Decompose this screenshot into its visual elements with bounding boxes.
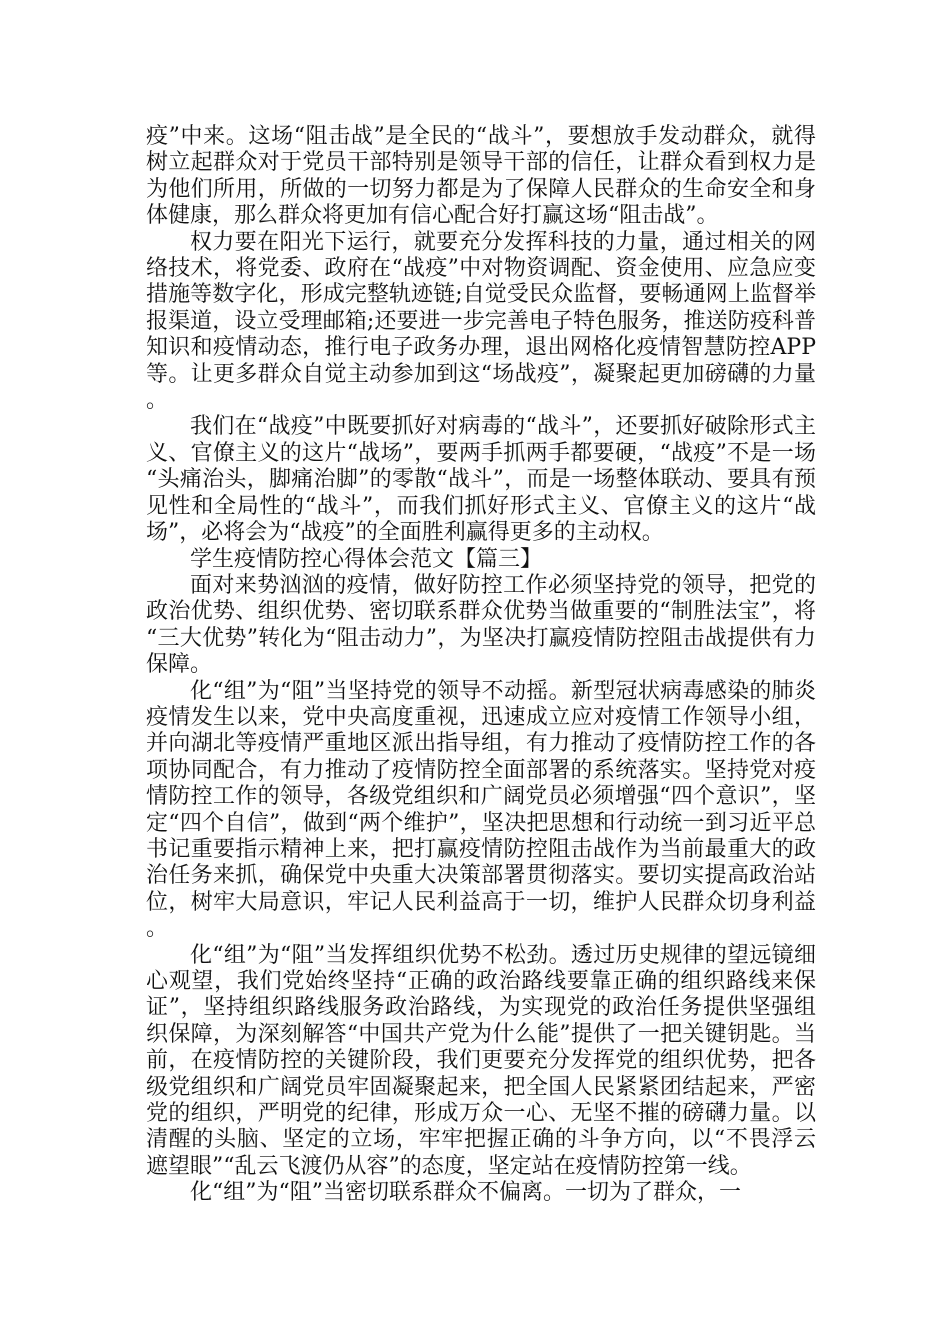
document-body <box>146 124 816 1207</box>
paragraph-3: 我们在“战疫”中既要抓好对病毒的“战斗”，还要抓好破除形式主义、官僚主义的这片“战场”，要两手抓两手都要硬，“战疫”不是一场“头痛治头，脚痛治脚”的零散“战斗”，而是一场整体联动、要具有预见性和全局性的“战斗”，而我们抓好形式主义、官僚主义的这片“战场”，必将会为“战疫”的全面胜利赢得更多的主动权。 <box>146 414 816 546</box>
paragraph-2: 权力要在阳光下运行，就要充分发挥科技的力量，通过相关的网络技术，将党委、政府在“战疫”中对物资调配、资金使用、应急应变措施等数字化，形成完整轨迹链;自觉受民众监督，要畅通网上监督举报渠道，设立受理邮箱;还要进一步完善电子特色服务，推送防疫科普知识和疫情动态，推行电子政务办理，退出网格化疫情智慧防控APP等。让更多群众自觉主动参加到这“场战疫”，凝聚起更加磅礴的力量。 <box>146 229 816 414</box>
paragraph-4: 面对来势汹汹的疫情，做好防控工作必须坚持党的领导，把党的政治优势、组织优势、密切联系群众优势当做重要的“制胜法宝”，将“三大优势”转化为“阻击动力”，为坚决打赢疫情防控阻击战提供有力保障。 <box>146 572 816 678</box>
paragraph-5: 化“组”为“阻”当坚持党的领导不动摇。新型冠状病毒感染的肺炎疫情发生以来，党中央高度重视，迅速成立应对疫情工作领导小组，并向湖北等疫情严重地区派出指导组，有力推动了疫情防控工作的各项协同配合，有力推动了疫情防控全面部署的系统落实。坚持党对疫情防控工作的领导，各级党组织和广阔党员必须增强“四个意识”，坚定“四个自信”，做到“两个维护”，坚决把思想和行动统一到习近平总书记重要指示精神上来，把打赢疫情防控阻击战作为当前最重大的政治任务来抓，确保党中央重大决策部署贯彻落实。要切实提高政治站位，树牢大局意识，牢记人民利益高于一切，维护人民群众切身利益。 <box>146 678 816 942</box>
paragraph-6: 化“组”为“阻”当发挥组织优势不松劲。透过历史规律的望远镜细心观望，我们党始终坚持“正确的政治路线要靠正确的组织路线来保证”，坚持组织路线服务政治路线，为实现党的政治任务提供坚强组织保障，为深刻解答“中国共产党为什么能”提供了一把关键钥匙。当前，在疫情防控的关键阶段，我们更要充分发挥党的组织优势，把各级党组织和广阔党员牢固凝聚起来，把全国人民紧紧团结起来，严密党的组织，严明党的纪律，形成万众一心、无坚不摧的磅礴力量。以清醒的头脑、坚定的立场，牢牢把握正确的斗争方向，以“不畏浮云遮望眼”“乱云飞渡仍从容”的态度，坚定站在疫情防控第一线。 <box>146 942 816 1179</box>
section-heading: 学生疫情防控心得体会范文【篇三】 <box>190 546 543 572</box>
paragraph-1: 疫”中来。这场“阻击战”是全民的“战斗”，要想放手发动群众，就得树立起群众对于党员干部特别是领导干部的信任，让群众看到权力是为他们所用，所做的一切努力都是为了保障人民群众的生命安全和身体健康，那么群众将更加有信心配合好打赢这场“阻击战”。 <box>146 124 816 229</box>
paragraph-7: 化“组”为“阻”当密切联系群众不偏离。一切为了群众，一 <box>190 1180 741 1206</box>
